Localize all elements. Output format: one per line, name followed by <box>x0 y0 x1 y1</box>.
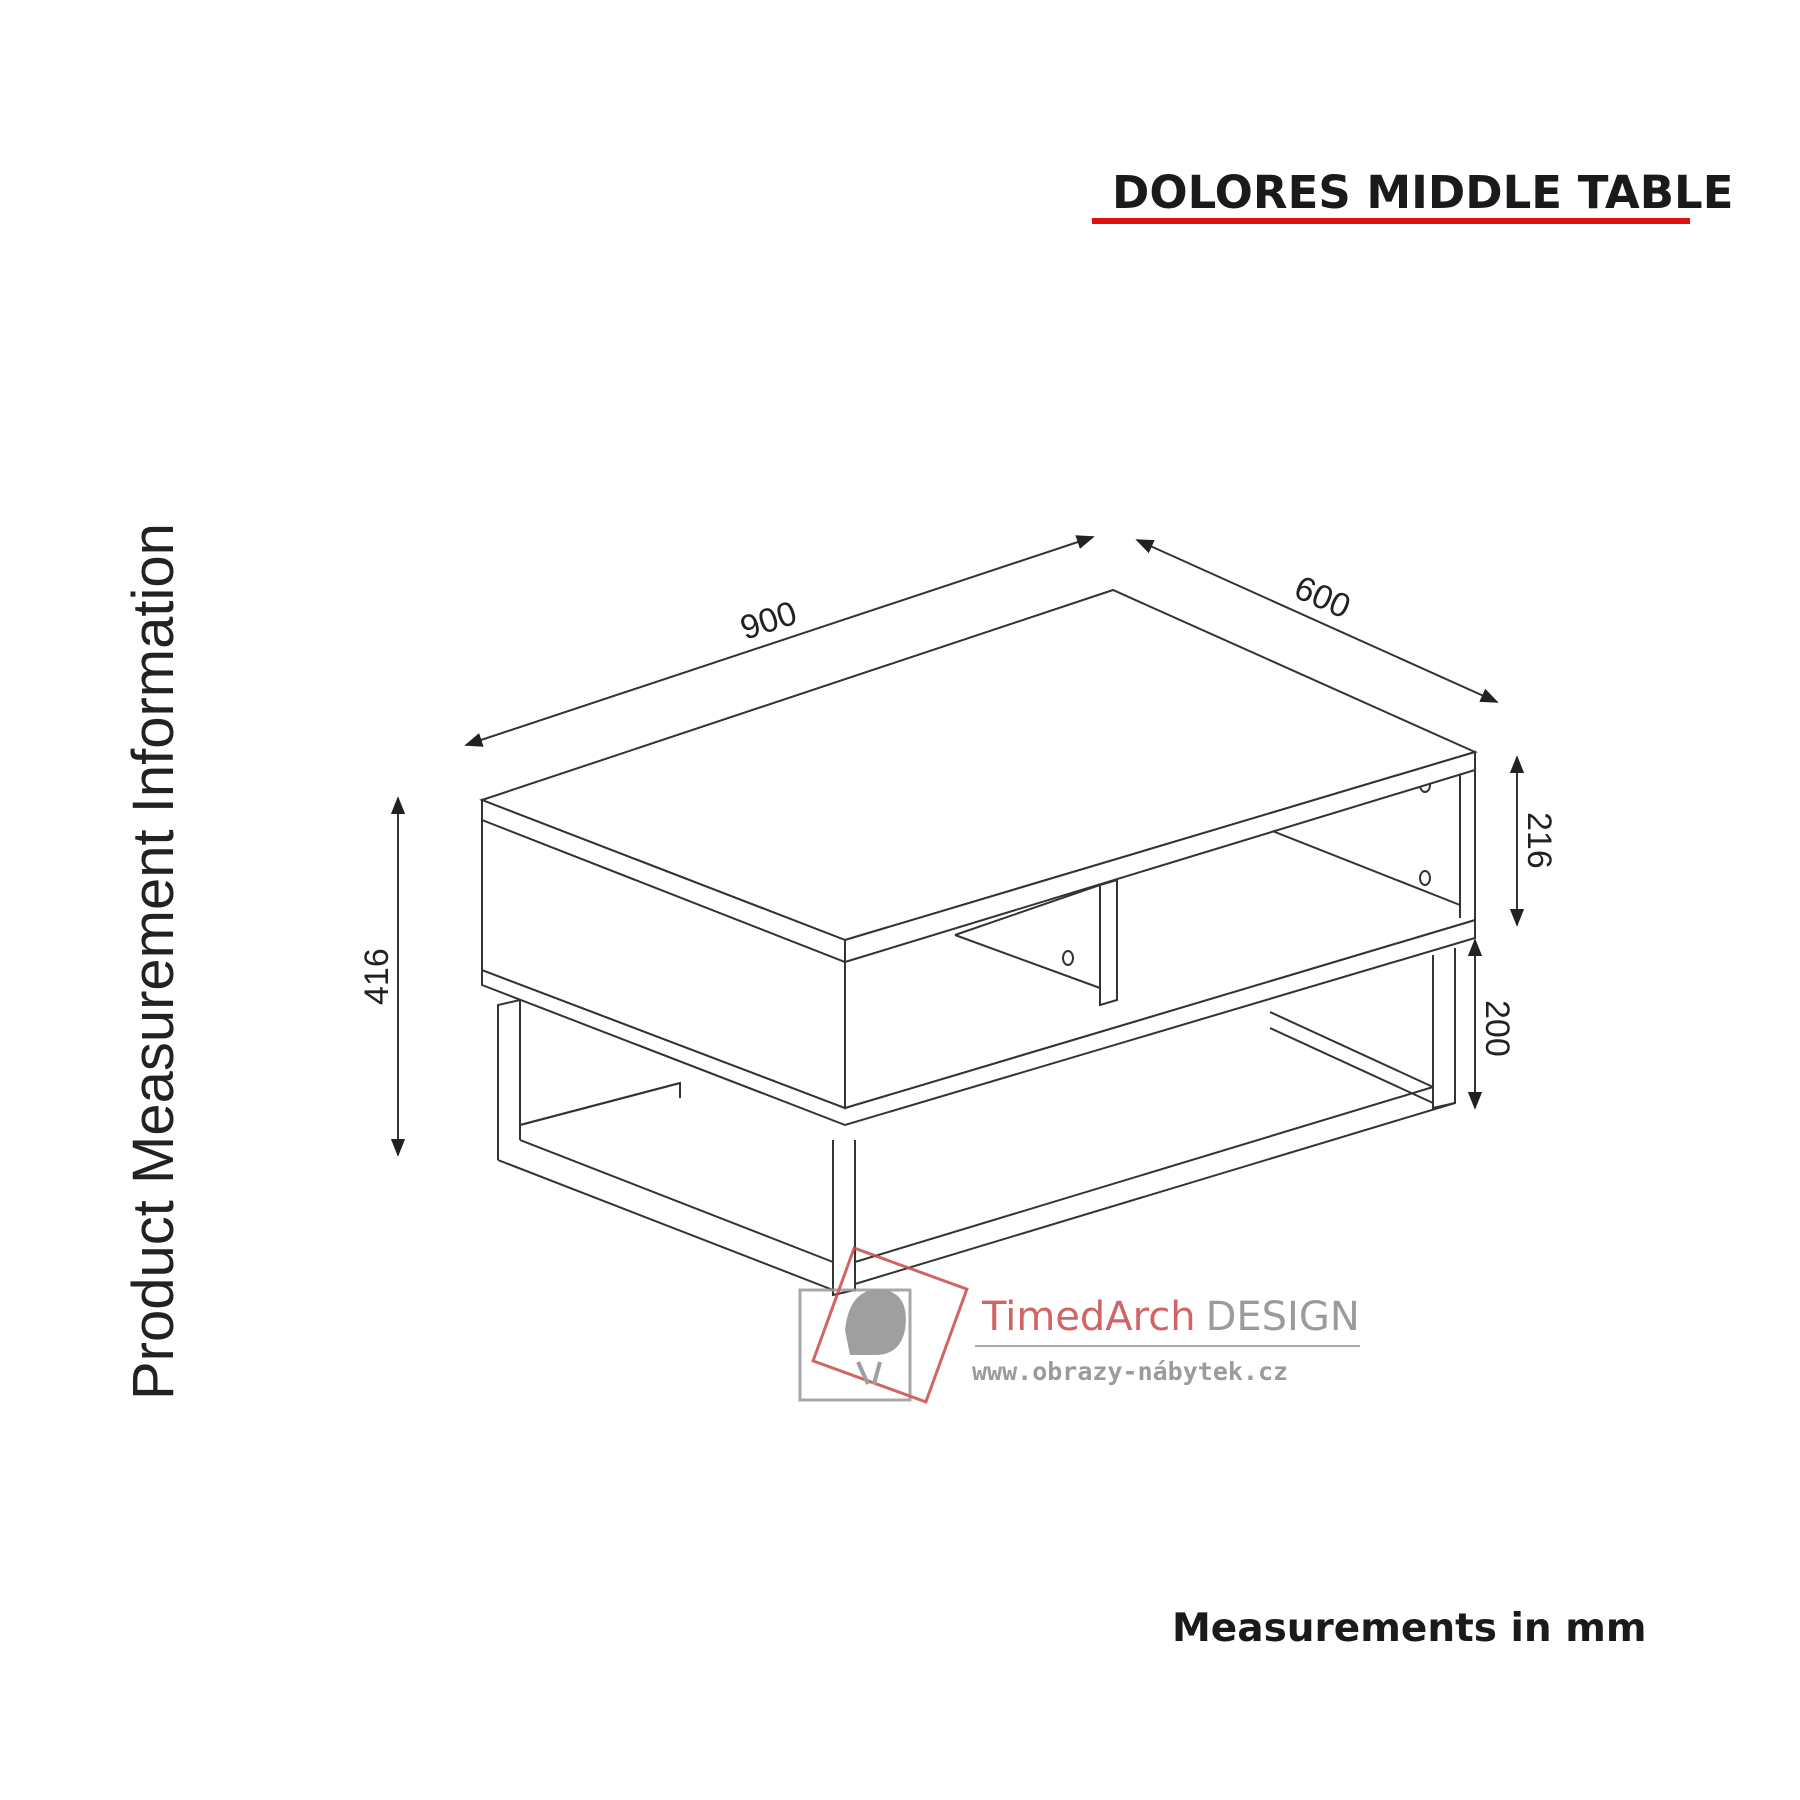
frame-right-back-leg <box>1433 948 1455 1108</box>
shelf-divider <box>1100 880 1117 1005</box>
dim-label-total-height: 416 <box>358 948 396 1005</box>
dim-label-width: 900 <box>735 593 802 648</box>
watermark-logo <box>800 1248 1360 1402</box>
frame-front-bottom-rail <box>855 1103 1455 1284</box>
egg-chair-icon <box>845 1290 906 1356</box>
dim-label-frame: 200 <box>1478 1000 1516 1057</box>
watermark-url: www.obrazy-nábytek.cz <box>972 1357 1289 1386</box>
table-drawing <box>482 590 1475 1295</box>
dim-label-top-box: 216 <box>1520 812 1558 869</box>
frame-left-front-leg <box>498 1000 520 1160</box>
dim-label-depth: 600 <box>1288 568 1357 627</box>
frame-left-side-rail <box>520 1083 680 1140</box>
frame-left-bottom-rail <box>498 1160 833 1290</box>
measurement-units-note: Measurements in mm <box>1172 1606 1647 1651</box>
page-title: DOLORES MIDDLE TABLE <box>1112 166 1734 219</box>
side-label: Product Measurement Information <box>121 523 186 1400</box>
watermark-brand: TimedArch DESIGN <box>982 1294 1360 1340</box>
